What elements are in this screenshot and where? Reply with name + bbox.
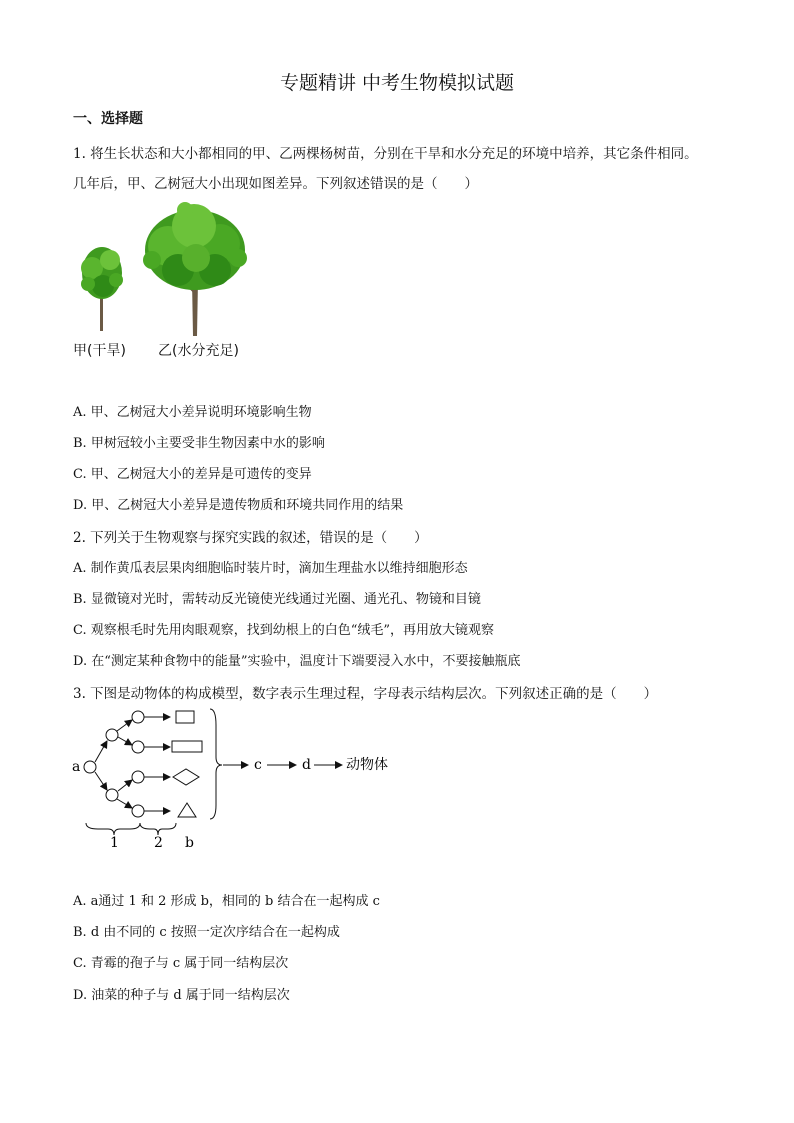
label-d: d bbox=[302, 757, 311, 773]
tissue-triangle bbox=[178, 803, 196, 817]
small-tree-icon bbox=[81, 247, 123, 331]
q3-option-a: A. a通过 1 和 2 形成 b，相同的 b 结合在一起构成 c bbox=[73, 894, 380, 909]
q3-option-b: B. d 由不同的 c 按照一定次序结合在一起构成 bbox=[73, 925, 340, 940]
cell-a bbox=[84, 761, 96, 773]
q1-stem-line2: 几年后，甲、乙树冠大小出现如图差异。下列叙述错误的是（ ） bbox=[73, 176, 478, 192]
q2-option-c: C. 观察根毛时先用肉眼观察，找到幼根上的白色“绒毛”，再用放大镜观察 bbox=[73, 623, 495, 638]
q2-option-d: D. 在“测定某种食物中的能量”实验中，温度计下端要浸入水中，不要接触瓶底 bbox=[73, 654, 521, 669]
bracket-1 bbox=[86, 823, 140, 835]
q2-option-b: B. 显微镜对光时，需转动反光镜使光线通过光圈、通光孔、物镜和目镜 bbox=[73, 592, 481, 607]
q2-option-a: A. 制作黄瓜表层果肉细胞临时装片时，滴加生理盐水以维持细胞形态 bbox=[73, 561, 468, 576]
label-1: 1 bbox=[110, 835, 119, 851]
label-2: 2 bbox=[154, 835, 163, 851]
q1-stem-line1: 1. 将生长状态和大小都相同的甲、乙两棵杨树苗，分别在干旱和水分充足的环境中培养，其它条件相同。 bbox=[73, 146, 698, 162]
label-animal: 动物体 bbox=[346, 757, 388, 773]
caption-tree-b: 乙(水分充足) bbox=[158, 343, 239, 359]
tree-illustration bbox=[70, 198, 260, 338]
q3-stem: 3. 下图是动物体的构成模型，数字表示生理过程，字母表示结构层次。下列叙述正确的是（ ） bbox=[73, 686, 658, 702]
tissue-long-rect bbox=[172, 741, 202, 752]
label-c: c bbox=[254, 757, 262, 773]
caption-tree-a: 甲(干旱) bbox=[73, 343, 126, 359]
q1-option-c: C. 甲、乙树冠大小的差异是可遗传的变异 bbox=[73, 467, 312, 482]
section-heading: 一、选择题 bbox=[73, 111, 143, 127]
q1-option-b: B. 甲树冠较小主要受非生物因素中水的影响 bbox=[73, 436, 325, 451]
bracket-2 bbox=[140, 823, 176, 835]
brace bbox=[210, 709, 222, 819]
q1-option-a: A. 甲、乙树冠大小差异说明环境影响生物 bbox=[73, 405, 312, 420]
tissue-diamond bbox=[173, 769, 199, 785]
q1-option-d: D. 甲、乙树冠大小差异是遗传物质和环境共同作用的结果 bbox=[73, 498, 404, 513]
label-b: b bbox=[185, 835, 194, 851]
label-a: a bbox=[72, 759, 81, 775]
q2-stem: 2. 下列关于生物观察与探究实践的叙述，错误的是（ ） bbox=[73, 530, 428, 546]
tissue-rect bbox=[176, 711, 194, 723]
animal-structure-diagram bbox=[70, 705, 410, 855]
page-title: 专题精讲 中考生物模拟试题 bbox=[279, 72, 515, 94]
q3-option-c: C. 青霉的孢子与 c 属于同一结构层次 bbox=[73, 956, 289, 971]
q3-option-d: D. 油菜的种子与 d 属于同一结构层次 bbox=[73, 988, 290, 1003]
large-tree-icon bbox=[143, 202, 247, 336]
